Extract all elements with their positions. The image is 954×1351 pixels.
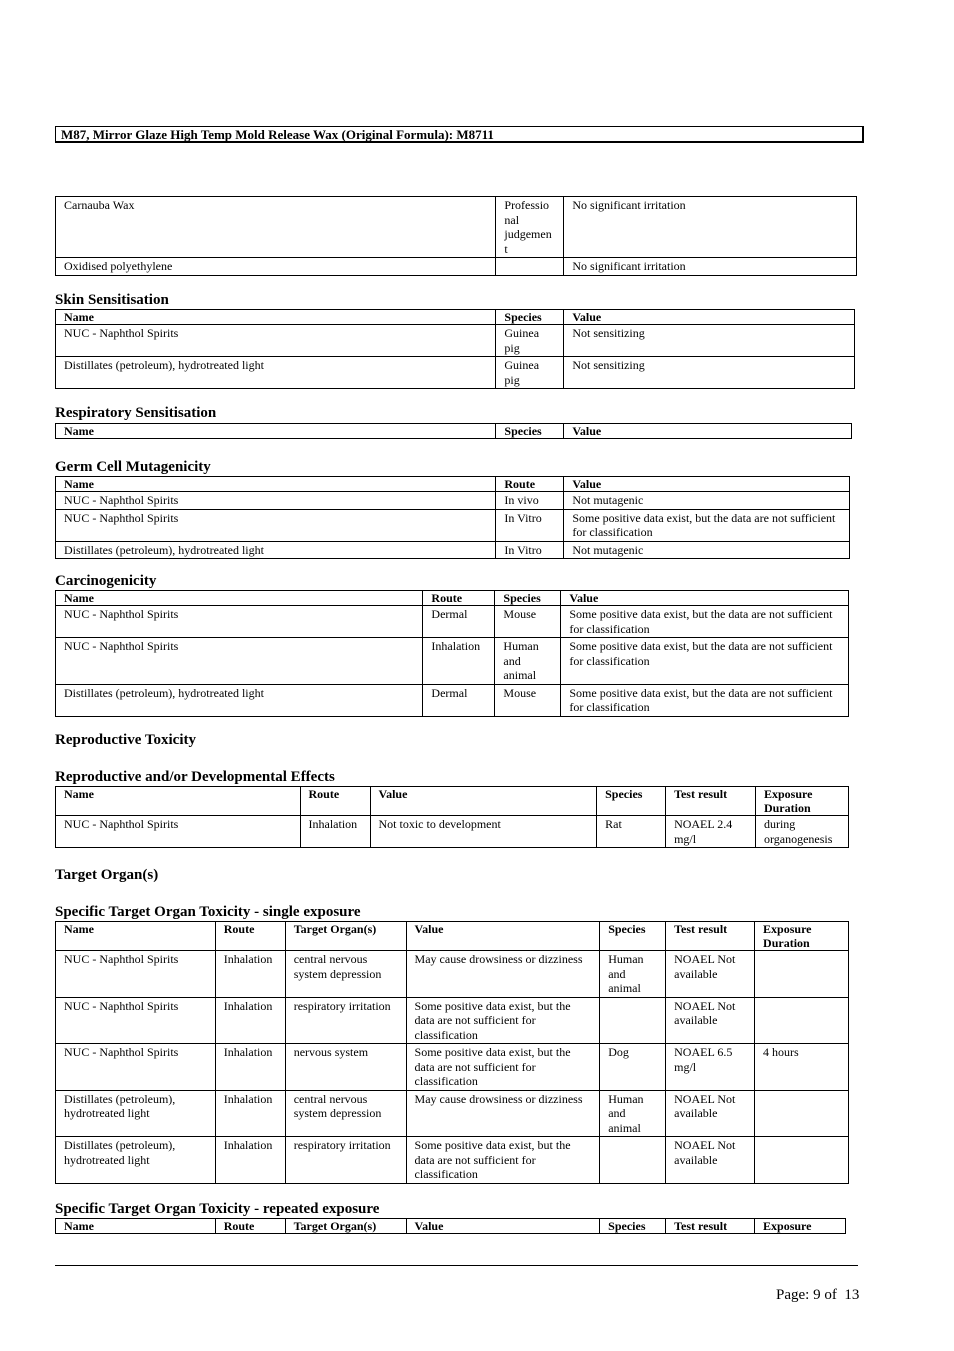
stot-single-table	[55, 921, 849, 1184]
table-cell: NUC - Naphthol Spirits	[56, 325, 496, 357]
column-header: Name	[56, 1219, 216, 1234]
column-header: Name	[56, 477, 496, 492]
table-cell: Dog	[600, 1044, 666, 1091]
table-cell: Distillates (petroleum), hydrotreated light	[56, 541, 496, 559]
column-header: Target Organ(s)	[285, 922, 406, 951]
column-header: Route	[423, 591, 495, 606]
column-header: Species	[600, 922, 666, 951]
section-heading: Carcinogenicity	[55, 573, 157, 589]
column-header: Value	[564, 310, 855, 325]
document-header: M87, Mirror Glaze High Temp Mold Release Wax (Original Formula): M8711	[55, 126, 864, 143]
table-cell: central nervous system depression	[285, 951, 406, 998]
table-cell: Guinea pig	[496, 357, 564, 389]
page-number: Page: 9 of 13	[776, 1287, 860, 1303]
table-cell: Some positive data exist, but the data are not sufficient for classification	[561, 684, 849, 716]
section-heading: Specific Target Organ Toxicity - repeated exposure	[55, 1201, 380, 1217]
table-cell: Distillates (petroleum), hydrotreated light	[56, 357, 496, 389]
table-row	[56, 357, 855, 389]
section-heading: Respiratory Sensitisation	[55, 405, 217, 421]
column-header: Species	[495, 591, 561, 606]
table-cell: during organogenesis	[755, 816, 848, 848]
table-cell: Distillates (petroleum), hydrotreated light	[56, 1090, 216, 1137]
column-header: Name	[56, 310, 496, 325]
table-cell: Inhalation	[215, 1044, 285, 1091]
germ-cell-table	[55, 476, 850, 559]
table-cell: NUC - Naphthol Spirits	[56, 606, 423, 638]
table-cell: Some positive data exist, but the data are not sufficient for classification	[561, 638, 849, 685]
table-header-row	[56, 310, 855, 325]
table-cell: Professio nal judgemen t	[496, 197, 564, 258]
table-cell: Not mutagenic	[564, 492, 850, 510]
table-row	[56, 951, 849, 998]
skin-sensitisation-table	[55, 309, 855, 389]
table-cell: May cause drowsiness or dizziness	[406, 951, 600, 998]
table-cell: Distillates (petroleum), hydrotreated light	[56, 1137, 216, 1184]
table-row	[56, 197, 857, 258]
table-cell: Oxidised polyethylene	[56, 258, 496, 276]
table-cell: NUC - Naphthol Spirits	[56, 638, 423, 685]
table-cell	[755, 951, 849, 998]
section-heading: Target Organ(s)	[55, 867, 159, 883]
table-cell: NOAEL 2.4 mg/l	[666, 816, 756, 848]
table-cell: Inhalation	[215, 997, 285, 1044]
column-header: Name	[56, 424, 496, 439]
column-header: Species	[496, 424, 564, 439]
table-row	[56, 1044, 849, 1091]
column-header: Value	[564, 477, 850, 492]
column-header: Value	[564, 424, 852, 439]
column-header: Species	[597, 787, 666, 816]
column-header: Route	[300, 787, 370, 816]
table-header-row	[56, 477, 850, 492]
table-cell: Dermal	[423, 684, 495, 716]
table-cell: NUC - Naphthol Spirits	[56, 951, 216, 998]
table-cell: Some positive data exist, but the data are not sufficient for classification	[564, 509, 850, 541]
table-row	[56, 509, 850, 541]
table-cell: No significant irritation	[564, 197, 857, 258]
table-row	[56, 816, 849, 848]
section-heading: Reproductive and/or Developmental Effects	[55, 769, 335, 785]
table-cell	[496, 258, 564, 276]
table-cell: Human and animal	[600, 1090, 666, 1137]
table-header-row	[56, 591, 849, 606]
table-row	[56, 541, 850, 559]
column-header: Species	[600, 1219, 666, 1234]
section-heading: Specific Target Organ Toxicity - single exposure	[55, 904, 361, 920]
column-header: Test result	[666, 1219, 755, 1234]
table-cell: Inhalation	[215, 1137, 285, 1184]
table-cell: Some positive data exist, but the data are not sufficient for classification	[406, 1044, 600, 1091]
table-row	[56, 638, 849, 685]
table-cell: respiratory irritation	[285, 997, 406, 1044]
table-cell: In vivo	[496, 492, 564, 510]
column-header: Value	[406, 922, 600, 951]
table-cell: In Vitro	[496, 541, 564, 559]
table-cell: Guinea pig	[496, 325, 564, 357]
table-cell	[755, 1137, 849, 1184]
table-cell: NOAEL Not available	[666, 997, 755, 1044]
table-cell: May cause drowsiness or dizziness	[406, 1090, 600, 1137]
table-cell	[600, 997, 666, 1044]
table-row	[56, 684, 849, 716]
column-header: Name	[56, 591, 423, 606]
table-cell: central nervous system depression	[285, 1090, 406, 1137]
table-cell: 4 hours	[755, 1044, 849, 1091]
table-cell: NUC - Naphthol Spirits	[56, 509, 496, 541]
irritation-table	[55, 196, 857, 276]
column-header: Route	[215, 1219, 285, 1234]
table-row	[56, 1137, 849, 1184]
table-cell: Not toxic to development	[370, 816, 597, 848]
table-cell: Human and animal	[495, 638, 561, 685]
table-row	[56, 325, 855, 357]
table-cell: Not mutagenic	[564, 541, 850, 559]
table-cell: respiratory irritation	[285, 1137, 406, 1184]
table-cell: NOAEL Not available	[666, 951, 755, 998]
table-cell: Human and animal	[600, 951, 666, 998]
table-cell	[600, 1137, 666, 1184]
column-header: Exposure	[755, 1219, 846, 1234]
column-header: Name	[56, 922, 216, 951]
table-cell	[755, 1090, 849, 1137]
section-heading: Reproductive Toxicity	[55, 732, 196, 748]
table-cell: Carnauba Wax	[56, 197, 496, 258]
table-cell: NUC - Naphthol Spirits	[56, 1044, 216, 1091]
column-header: Name	[56, 787, 301, 816]
table-row	[56, 1090, 849, 1137]
section-heading: Germ Cell Mutagenicity	[55, 459, 211, 475]
table-header-row	[56, 787, 849, 816]
column-header: Test result	[666, 787, 756, 816]
stot-repeated-table	[55, 1218, 846, 1234]
table-cell: No significant irritation	[564, 258, 857, 276]
table-cell: Dermal	[423, 606, 495, 638]
reproductive-effects-table	[55, 786, 849, 848]
table-cell: NOAEL Not available	[666, 1137, 755, 1184]
table-header-row	[56, 424, 852, 439]
table-cell: Inhalation	[215, 951, 285, 998]
table-cell: NUC - Naphthol Spirits	[56, 997, 216, 1044]
column-header: Exposure Duration	[755, 787, 848, 816]
table-cell: Some positive data exist, but the data are not sufficient for classification	[406, 1137, 600, 1184]
column-header: Species	[496, 310, 564, 325]
column-header: Route	[215, 922, 285, 951]
table-row	[56, 606, 849, 638]
table-cell: Inhalation	[215, 1090, 285, 1137]
table-cell: Mouse	[495, 606, 561, 638]
table-row	[56, 997, 849, 1044]
column-header: Test result	[666, 922, 755, 951]
table-cell: NOAEL 6.5 mg/l	[666, 1044, 755, 1091]
table-cell: NOAEL Not available	[666, 1090, 755, 1137]
column-header: Value	[561, 591, 849, 606]
section-heading: Skin Sensitisation	[55, 292, 169, 308]
column-header: Route	[496, 477, 564, 492]
table-cell	[755, 997, 849, 1044]
table-cell: Not sensitizing	[564, 325, 855, 357]
respiratory-sensitisation-table	[55, 423, 852, 439]
table-cell: nervous system	[285, 1044, 406, 1091]
carcinogenicity-table	[55, 590, 849, 717]
column-header: Value	[370, 787, 597, 816]
table-cell: Inhalation	[423, 638, 495, 685]
table-cell: Mouse	[495, 684, 561, 716]
table-row	[56, 492, 850, 510]
table-cell: NUC - Naphthol Spirits	[56, 816, 301, 848]
table-header-row	[56, 922, 849, 951]
table-cell: Some positive data exist, but the data are not sufficient for classification	[406, 997, 600, 1044]
column-header: Target Organ(s)	[285, 1219, 406, 1234]
table-row	[56, 258, 857, 276]
table-cell: NUC - Naphthol Spirits	[56, 492, 496, 510]
column-header: Exposure Duration	[755, 922, 849, 951]
table-cell: In Vitro	[496, 509, 564, 541]
table-cell: Rat	[597, 816, 666, 848]
table-cell: Some positive data exist, but the data are not sufficient for classification	[561, 606, 849, 638]
table-header-row	[56, 1219, 846, 1234]
table-cell: Not sensitizing	[564, 357, 855, 389]
column-header: Value	[406, 1219, 600, 1234]
footer-divider	[55, 1265, 858, 1266]
table-cell: Distillates (petroleum), hydrotreated light	[56, 684, 423, 716]
table-cell: Inhalation	[300, 816, 370, 848]
